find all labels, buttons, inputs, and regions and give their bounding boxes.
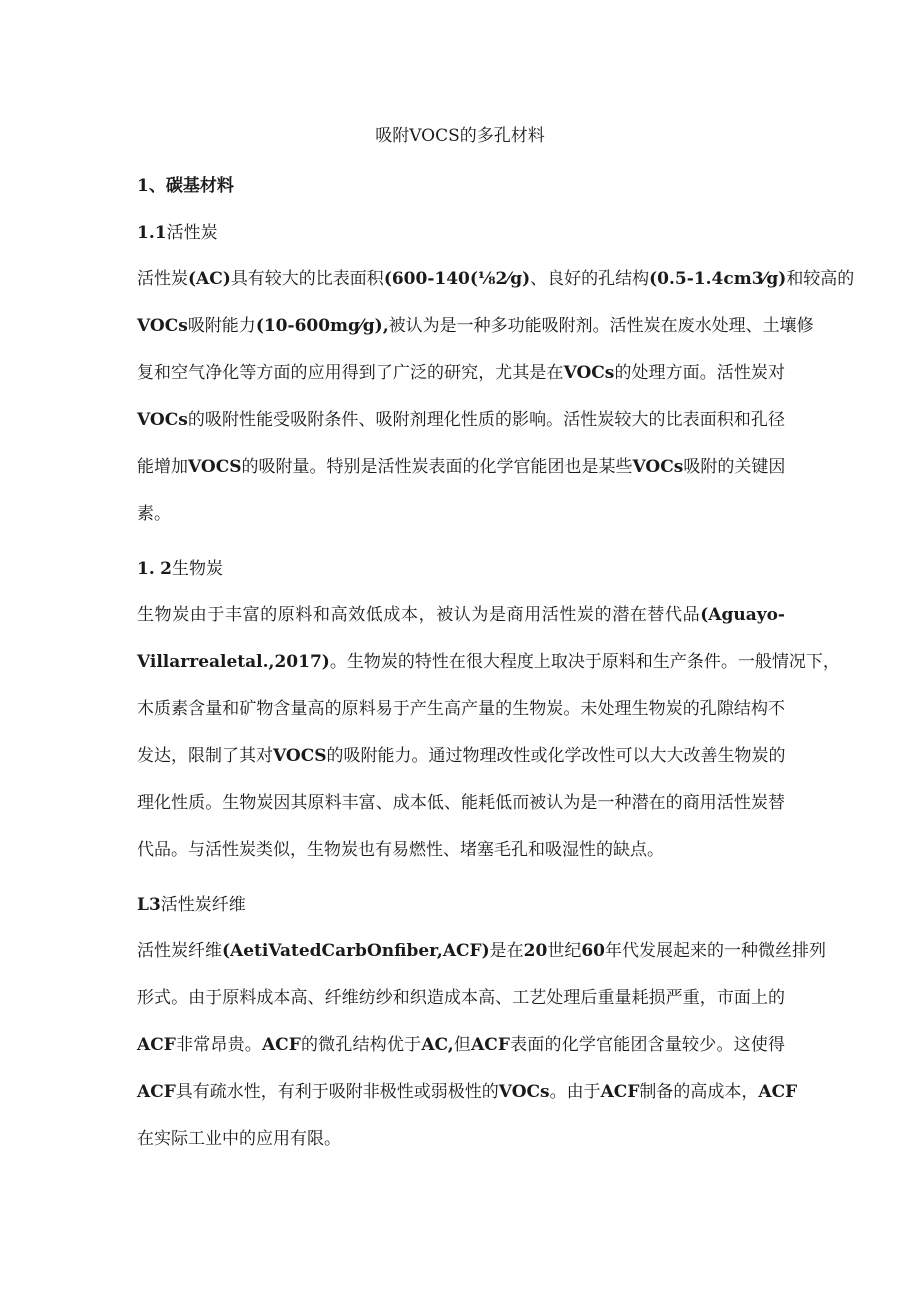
text-line: 木质素含量和矿物含量高的原料易于产生高产量的生物炭。未处理生物炭的孔隙结构不 xyxy=(137,699,785,719)
text-line: 代品。与活性炭类似，生物炭也有易燃性、堵塞毛孔和吸湿性的缺点。 xyxy=(137,840,664,860)
text-line: VOCs的吸附性能受吸附条件、吸附剂理化性质的影响。活性炭较大的比表面积和孔径 xyxy=(137,410,785,430)
text-line: VOCs吸附能力(10-600mg⁄g),被认为是一种多功能吸附剂。活性炭在废水处理、土壤修 xyxy=(137,316,814,336)
text-line: 活性炭纤维(AetiVatedCarbOnfiber,ACF)是在20世纪60年代发展起来的一种微丝排列 xyxy=(137,941,826,961)
subsection-heading-activated-carbon-fiber: L3活性炭纤维 xyxy=(137,895,246,915)
section-heading-carbon-materials: 1、碳基材料 xyxy=(137,176,234,196)
text-line: 理化性质。生物炭因其原料丰富、成本低、能耗低而被认为是一种潜在的商用活性炭替 xyxy=(137,793,785,813)
text-line: 素。 xyxy=(137,504,171,524)
text-line: 活性炭(AC)具有较大的比表面积(600-140(⅛2⁄g)、良好的孔结构(0.5-1.4cm3⁄g)和较高的 xyxy=(137,269,855,289)
text-line: ACF具有疏水性，有利于吸附非极性或弱极性的VOCs。由于ACF制备的高成本，ACF xyxy=(137,1082,798,1102)
page-title: 吸附VOCS的多孔材料 xyxy=(375,126,545,146)
subsection-heading-biochar: 1. 2生物炭 xyxy=(137,559,223,579)
text-line: 生物炭由于丰富的原料和高效低成本，被认为是商用活性炭的潜在替代品(Aguayo- xyxy=(137,605,785,625)
text-line: ACF非常昂贵。ACF的微孔结构优于AC,但ACF表面的化学官能团含量较少。这使得 xyxy=(137,1035,786,1055)
paragraph-activated-carbon-fiber xyxy=(137,928,826,1163)
text-line: 能增加VOCS的吸附量。特别是活性炭表面的化学官能团也是某些VOCs吸附的关键因 xyxy=(137,457,786,477)
subsection-heading-activated-carbon: 1.1活性炭 xyxy=(137,223,218,243)
paragraph-activated-carbon xyxy=(137,256,855,538)
text-line: 复和空气净化等方面的应用得到了广泛的研究，尤其是在VOCs的处理方面。活性炭对 xyxy=(137,363,785,383)
text-line: Villarrealetal.,2017)。生物炭的特性在很大程度上取决于原料和生产条件。一般情况下， xyxy=(137,652,840,672)
text-line: 形式。由于原料成本高、纤维纺纱和织造成本高、工艺处理后重量耗损严重，市面上的 xyxy=(137,988,785,1008)
text-line: 在实际工业中的应用有限。 xyxy=(137,1129,341,1149)
text-line: 发达，限制了其对VOCS的吸附能力。通过物理改性或化学改性可以大大改善生物炭的 xyxy=(137,746,786,766)
paragraph-biochar xyxy=(137,592,840,874)
